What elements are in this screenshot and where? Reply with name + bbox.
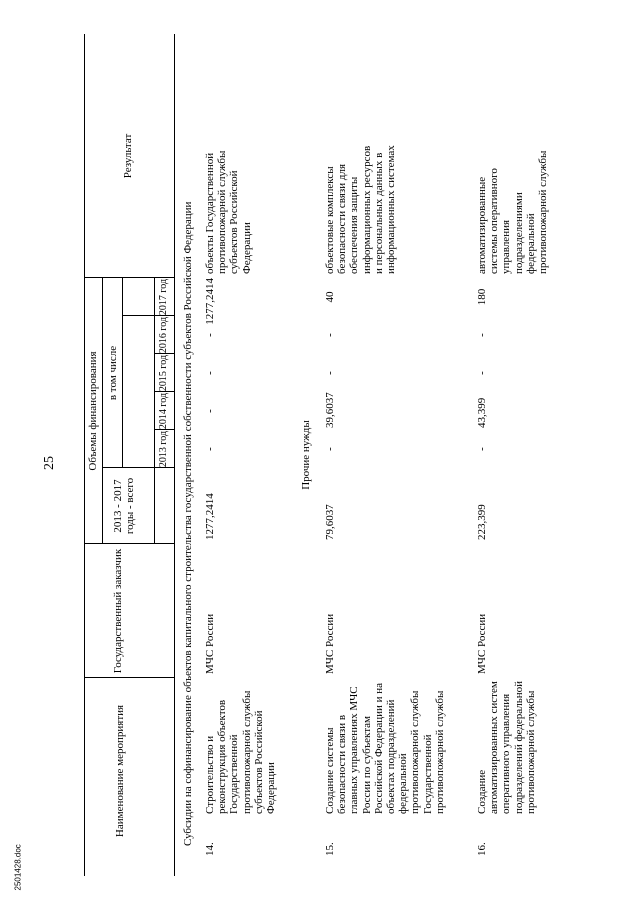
page-number: 25	[42, 456, 57, 470]
row-15-2016: -	[324, 333, 336, 337]
row-14-2014: -	[204, 409, 216, 413]
funding-table	[84, 34, 604, 876]
row-14-result: объекты Государственной противопожарной службы субъектов Российской Федерации	[204, 150, 253, 274]
row-14-total: 1277,2414	[204, 493, 216, 540]
row-14-2013: -	[204, 447, 216, 451]
section-subsidies-title: Субсидии на софинансирование объектов капитального строительства государственной собственности субъектов Российской Федерации	[182, 201, 194, 846]
row-15-name: Создание системы безопасности связи в главных управлениях МЧС России по субъектам Российской Федерации и на объектах подразделений федеральной противопожарной службы Государственной противопожарной службы	[324, 682, 446, 814]
row-15-2013: -	[324, 447, 336, 451]
header-year-2015: 2015 год	[158, 354, 169, 392]
header-name: Наименование мероприятия	[114, 704, 126, 838]
header-total: 2013 - 2017 годы - всего	[112, 477, 137, 535]
row-15-2014: 39,6037	[324, 392, 336, 428]
row-15-2017: 40	[324, 291, 336, 303]
row-15-2015: -	[324, 371, 336, 375]
row-16-number: 16.	[476, 842, 488, 856]
row-14-name: Строительство и реконструкция объектов Государственной противопожарной службы субъектов Российской Федерации	[204, 690, 278, 814]
row-16-2014: 43,399	[476, 397, 488, 428]
row-16-2013: -	[476, 447, 488, 451]
footer-filename: 2501428.doc	[13, 844, 23, 891]
header-year-2014: 2014 год	[158, 392, 169, 430]
including-header-divider	[122, 278, 123, 468]
header-col-divider-1	[84, 677, 174, 678]
funding-header-divider	[102, 278, 103, 544]
row-16-total: 223,399	[476, 504, 488, 540]
header-result: Результат	[122, 133, 134, 179]
header-including: в том числе	[107, 345, 119, 401]
row-16-2017: 180	[476, 288, 488, 306]
table-top-border	[84, 34, 85, 876]
row-16-2016: -	[476, 333, 488, 337]
row-15-result: объектовые комплексы безопасности связи для обеспечения защиты информационных ресурсов и персональных данных в информационных системах	[324, 145, 398, 274]
row-14-number: 14.	[204, 842, 216, 856]
header-year-2016: 2016 год	[158, 316, 169, 354]
row-14-2015: -	[204, 371, 216, 375]
years-header-divider	[154, 278, 155, 544]
header-customer: Государственный заказчик	[112, 548, 124, 674]
header-bottom-border	[174, 34, 175, 876]
row-15-number: 15.	[324, 842, 336, 856]
header-year-2017: 2017 год	[158, 278, 169, 316]
header-year-2013: 2013 год	[158, 430, 169, 468]
row-14-2017: 1277,2414	[204, 278, 216, 325]
row-15-total: 79,6037	[324, 504, 336, 540]
header-col-divider-2	[84, 543, 174, 544]
row-14-customer: МЧС России	[204, 613, 216, 674]
row-15-customer: МЧС России	[324, 613, 336, 674]
row-14-2016: -	[204, 333, 216, 337]
row-16-result: автоматизированные системы оперативного управления подразделениями федеральной противопожарной службы	[476, 150, 550, 274]
rotated-table-container	[84, 34, 604, 876]
row-16-2015: -	[476, 371, 488, 375]
section-other-title: Прочие нужды	[300, 420, 312, 490]
header-funding: Объемы финансирования	[87, 351, 99, 471]
row-16-name: Создание автоматизированных систем оперативного управления подразделений федеральной противопожарной службы	[476, 680, 537, 814]
row-16-customer: МЧС России	[476, 613, 488, 674]
